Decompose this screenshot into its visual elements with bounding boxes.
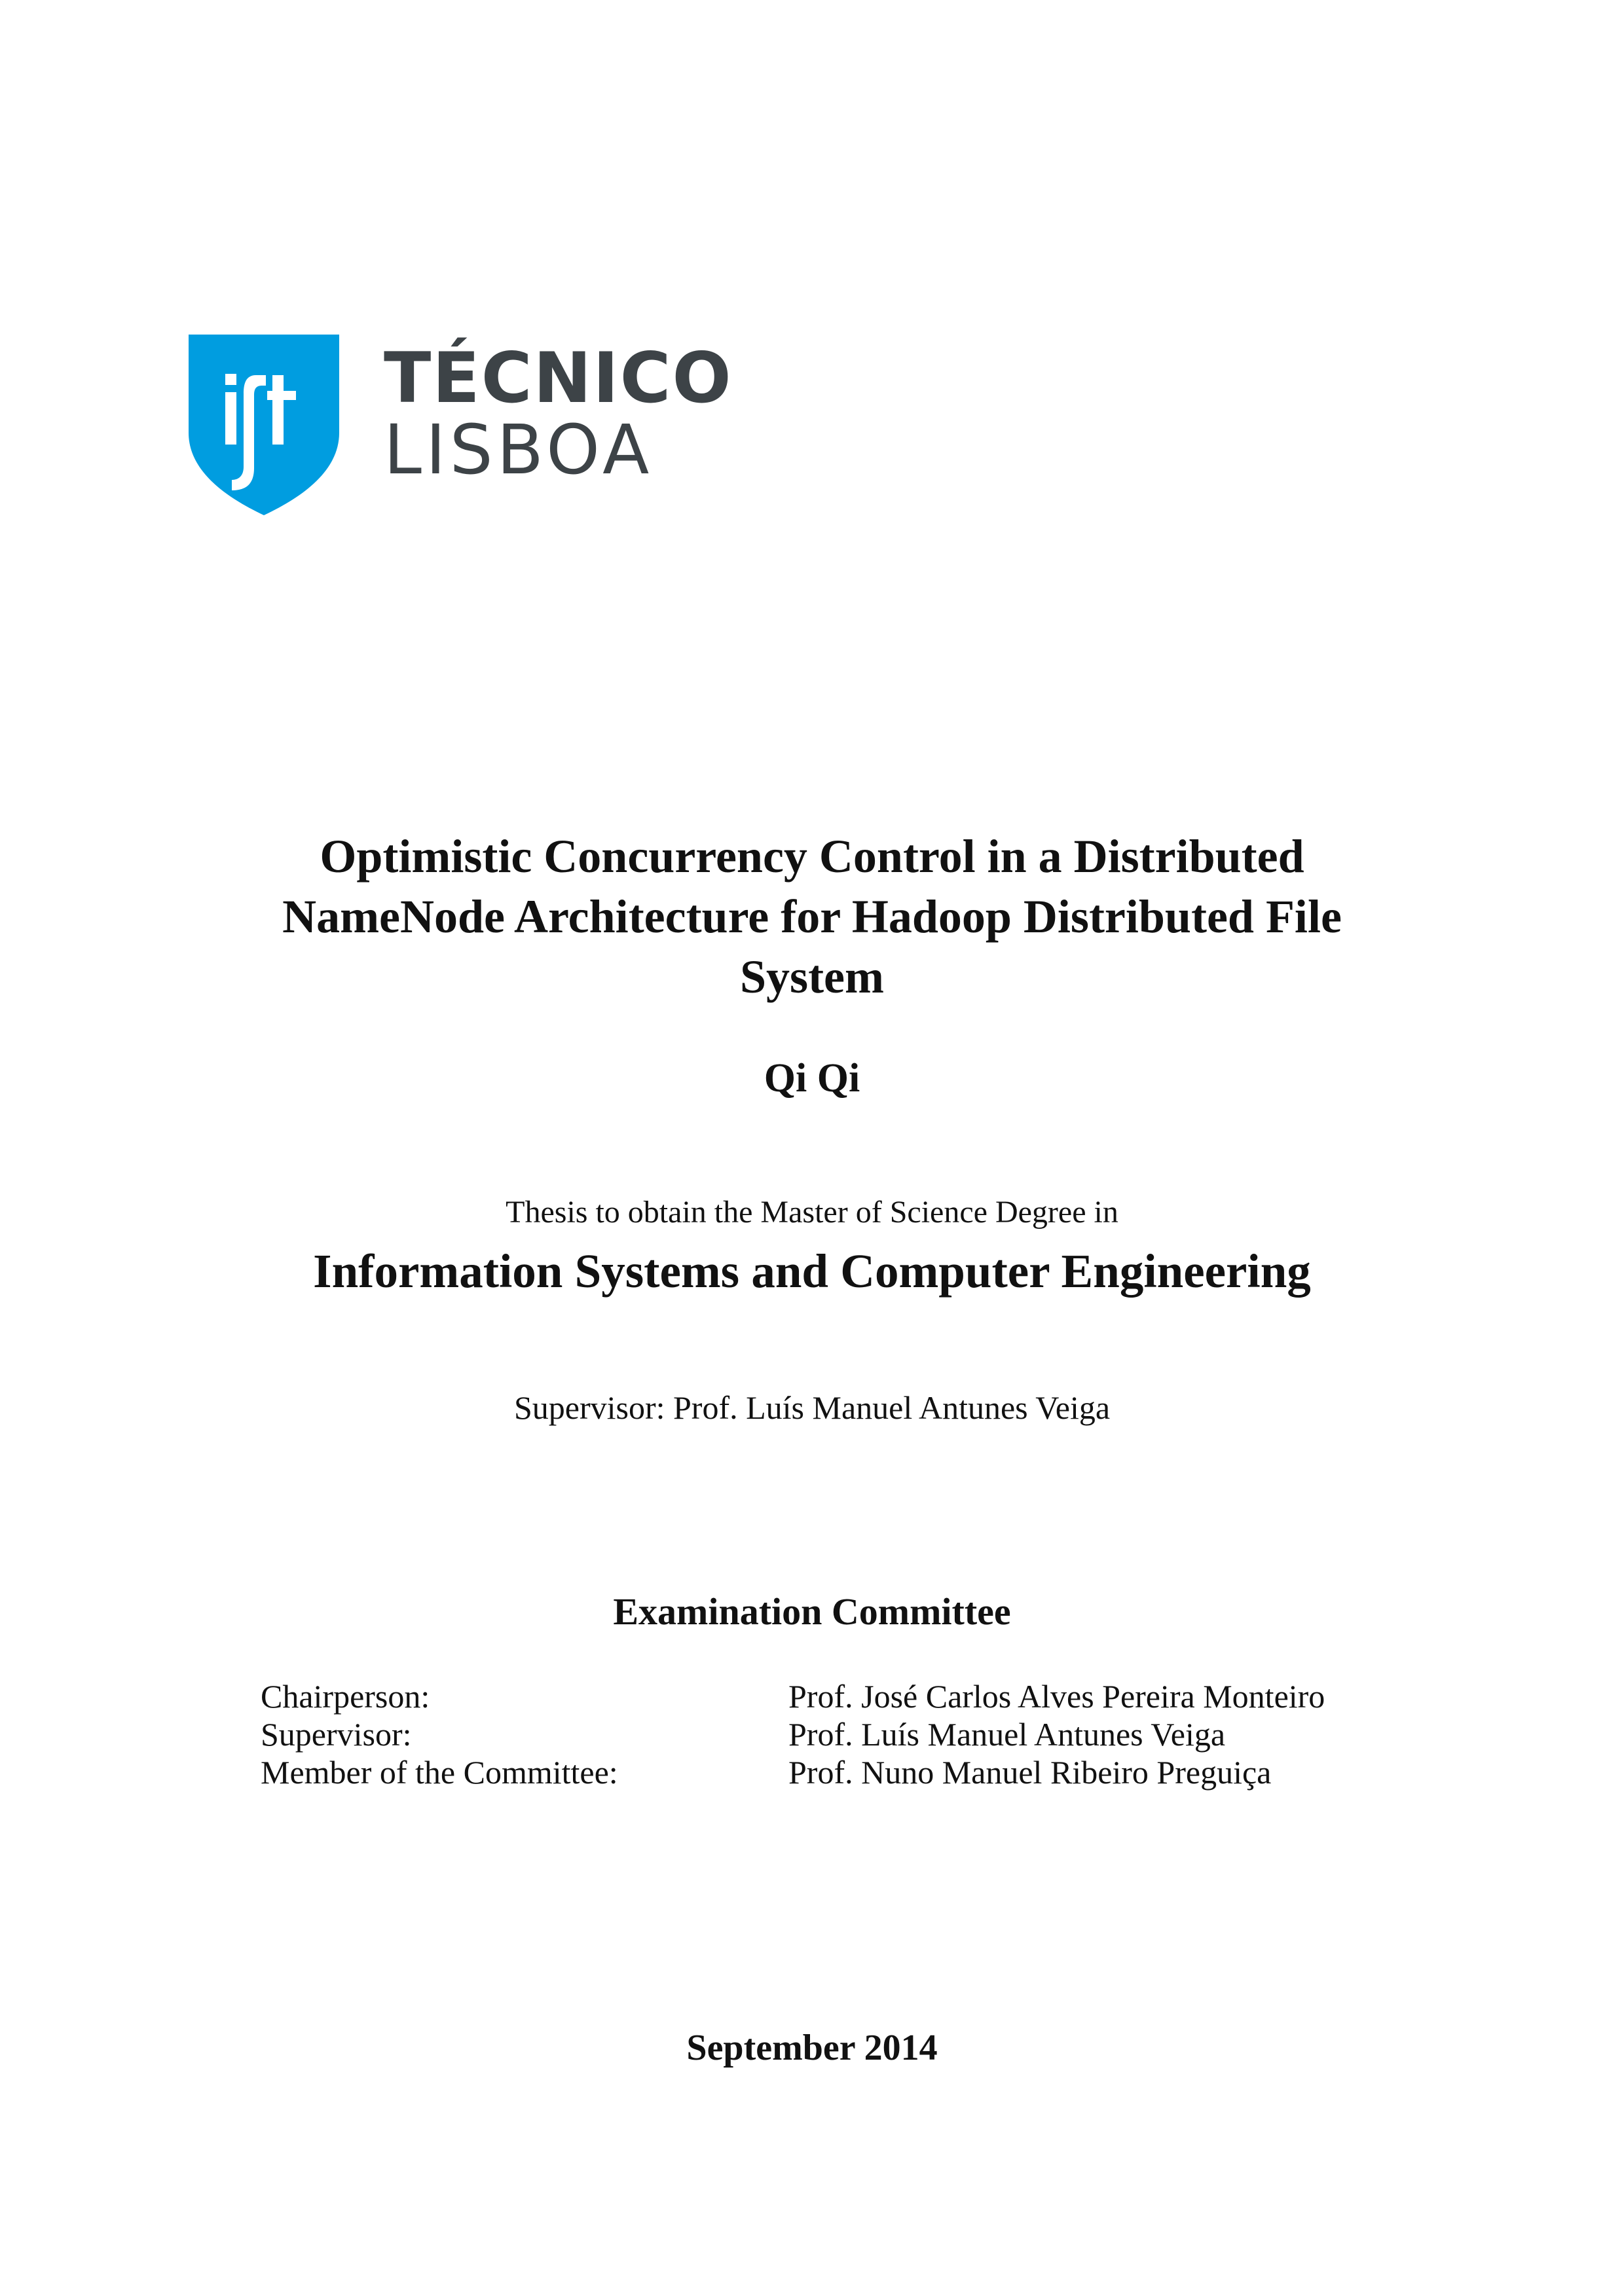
logo-lisboa-text: LISBOA (384, 410, 654, 490)
committee-heading: Examination Committee (613, 1590, 1011, 1633)
supervisor-line: Supervisor: Prof. Luís Manuel Antunes Veiga (513, 1389, 1111, 1426)
committee-row (261, 1715, 1426, 1753)
thesis-purpose: Thesis to obtain the Master of Science Degree in (506, 1195, 1118, 1230)
committee-role: Chairperson: (261, 1678, 430, 1715)
author-name: Qi Qi (764, 1056, 860, 1101)
submission-date: September 2014 (686, 2028, 938, 2068)
degree-name: Information Systems and Computer Engineering (313, 1245, 1311, 1298)
logo-tecnico-text: TÉCNICO (384, 338, 733, 418)
committee-member-name: Prof. Luís Manuel Antunes Veiga (788, 1716, 1226, 1753)
committee-role: Supervisor: (261, 1716, 412, 1753)
committee-role: Member of the Committee: (261, 1754, 618, 1791)
thesis-title: Optimistic Concurrency Control in a Distributed NameNode Architecture for Hadoop Distributed File System (282, 830, 1342, 1003)
committee-row (261, 1677, 1426, 1715)
tecnico-lisboa-logo (189, 335, 733, 518)
committee-member-name: Prof. Nuno Manuel Ribeiro Preguiça (788, 1754, 1272, 1791)
committee-member-name: Prof. José Carlos Alves Pereira Monteiro (788, 1678, 1325, 1715)
committee-list (261, 1677, 1426, 1791)
committee-row (261, 1753, 1426, 1791)
ist-shield-icon (189, 335, 339, 515)
